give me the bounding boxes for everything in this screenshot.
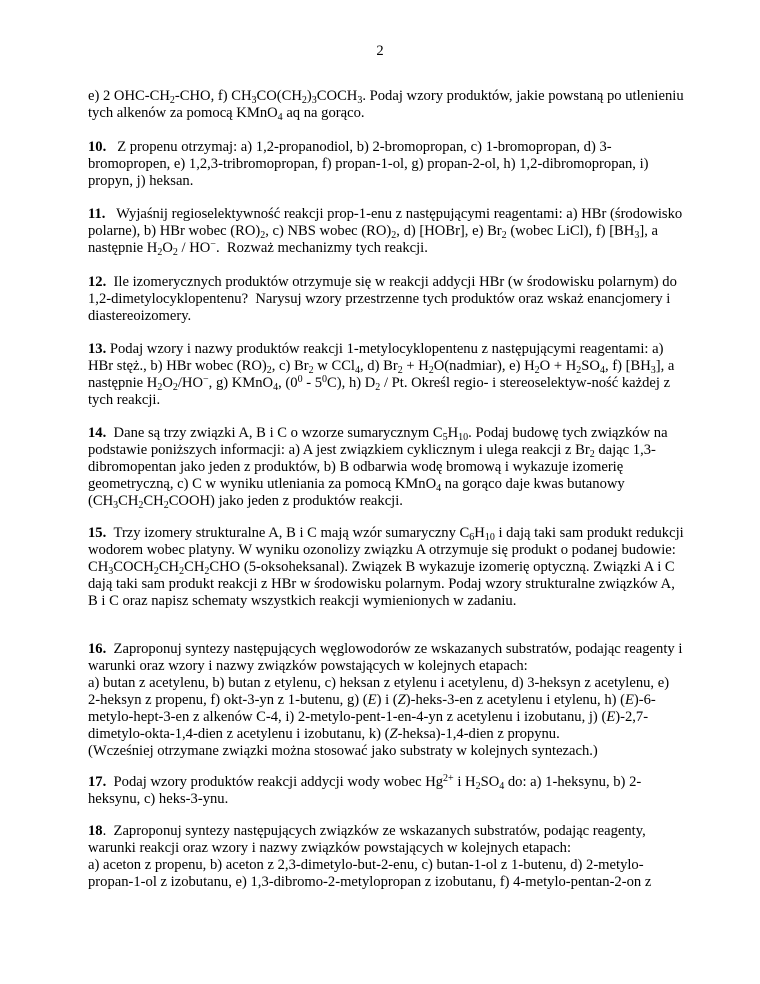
paragraph-continuation: [88, 88, 684, 122]
question-text: 17. Podaj wzory produktów reakcji addycji wody wobec $Hg^{2+}$ i $H_2SO_4$ do: a) 1-heksynu, b) 2-heksynu, c) heks-3-ynu.: [88, 773, 642, 807]
question-15: [88, 525, 684, 610]
question-18: [88, 823, 684, 891]
question-11: [88, 206, 684, 257]
question-text: 18. Zaproponuj syntezy następujących związków ze wskazanych substratów, podając reagenty, warunki reakcji oraz wzory i nazwy związków powstających w kolejnych etapach: a) aceton z propenu, b) aceton z 2,3-dimetylo-but-2-enu, c) butan-1-ol z 1-butenu, d) 2-metylo-propan-1-ol z izobutanu, e) 1,3-dibromo-2-metylopropan z izobutanu, f) 4-metylo-pentan-2-on z: [88, 823, 652, 890]
page-number: 2: [376, 43, 384, 59]
paragraph-text: e) 2 OHC-$CH_2$-CHO, f) $CH_3CO(CH_2)_3COCH_3$. Podaj wzory produktów, jakie powstaną po utlenieniu tych alkenów za pomocą KMnO$_4$ aq na gorąco.: [88, 88, 684, 123]
question-14: [88, 425, 684, 510]
question-17: [88, 774, 684, 808]
question-text: 12. Ile izomerycznych produktów otrzymuje się w reakcji addycji HBr (w środowisku polarnym) do 1,2-dimetylocyklopentenu? Narysuj wzory przestrzenne tych produktów oraz wskaż enancjomery i diastereoizomery.: [88, 274, 677, 324]
question-text: 11. Wyjaśnij regioselektywność reakcji prop-1-enu z następującymi reagentami: a) HBr (środowisko polarne), b) HBr wobec $(RO)_2$, c) NBS wobec $(RO)_2$, d) [HOBr], e) $Br_2$ (wobec LiCl), f) $[BH_3]$, a następnie $H_2O_2 / HO^-$. Rozważ mechanizmy tych reakcji.: [88, 206, 683, 258]
question-text: 16. Zaproponuj syntezy następujących węglowodorów ze wskazanych substratów, podając reagenty i warunki oraz wzory i nazwy związków powstających w kolejnych etapach: a) butan z acetylenu, b) butan z etylenu, c) heksan z etylenu i acetylenu, d) 3-heksyn z acetylenu, e) 2-heksyn z propenu, f) okt-3-yn z 1-butenu, g) (E) i (Z)-heks-3-en z acetylenu i etylenu, h) (E)-6-metylo-hept-3-en z alkenów C-4, i) 2-metylo-pent-1-en-4-yn z acetylenu i izobutanu, j) (E)-2,7-dimetylo-okta-1,4-dien z acetylenu i izobutanu, k) (Z-heksa)-1,4-dien z propynu. (Wcześniej otrzymane związki można stosować jako substraty w kolejnych syntezach.): [88, 641, 683, 759]
question-12: [88, 274, 684, 325]
question-13: [88, 341, 684, 409]
question-10: [88, 139, 684, 190]
question-16: [88, 641, 684, 760]
question-text: 10. Z propenu otrzymaj: a) 1,2-propanodiol, b) 2-bromopropan, c) 1-bromopropan, d) 3-bromopropen, e) 1,2,3-tribromopropan, f) propan-1-ol, g) propan-2-ol, h) 1,2-dibromopropan, i) propyn, j) heksan.: [88, 139, 649, 189]
question-text: 14. Dane są trzy związki A, B i C o wzorze sumarycznym $C_5H_{10}$. Podaj budowę tych związków na podstawie poniższych informacji: a) A jest związkiem cyklicznym i ulega reakcji z $Br_2$ dając 1,3-dibromopentan jako jeden z produktów, b) B odbarwia wodę bromową i wykazuje izomerię geometryczną, c) C w wyniku utleniania za pomocą KMnO$_4$ na gorąco daje kwas butanowy $(CH_3CH_2CH_2COOH)$ jako jeden z produktów reakcji.: [88, 425, 668, 511]
question-text: 13. Podaj wzory i nazwy produktów reakcji 1-metylocyklopentenu z następującymi reagentami: a) HBr stęż., b) HBr wobec $(RO)_2$, c) $Br_2$ w CCl$_4$, d) $Br_2$ + $H_2O(nadmiar)$, e) $H_2O + H_2SO_4$, f) $[BH_3]$, a następnie $H_2O_2/HO^-$, g) KMnO$_4$, $(0^0 - 5^0C)$, h) $D_2$ / Pt. Określ regio- i stereoselektyw-ność każdej z tych reakcji.: [88, 341, 675, 408]
question-text: 15. Trzy izomery strukturalne A, B i C mają wzór sumaryczny $C_6H_{10}$ i dają taki sam produkt redukcji wodorem wobec platyny. W wyniku ozonolizy związku A otrzymuje się produkt o podanej budowie: $CH_3COCH_2CH_2CH_2CHO$ (5-oksoheksanal). Związek B wykazuje izomerię optyczną. Związki A i C dają taki sam produkt reakcji z HBr w środowisku polarnym. Podaj wzory strukturalne związków A, B i C oraz napisz schematy wszystkich reakcji wymienionych w zadaniu.: [88, 525, 684, 609]
